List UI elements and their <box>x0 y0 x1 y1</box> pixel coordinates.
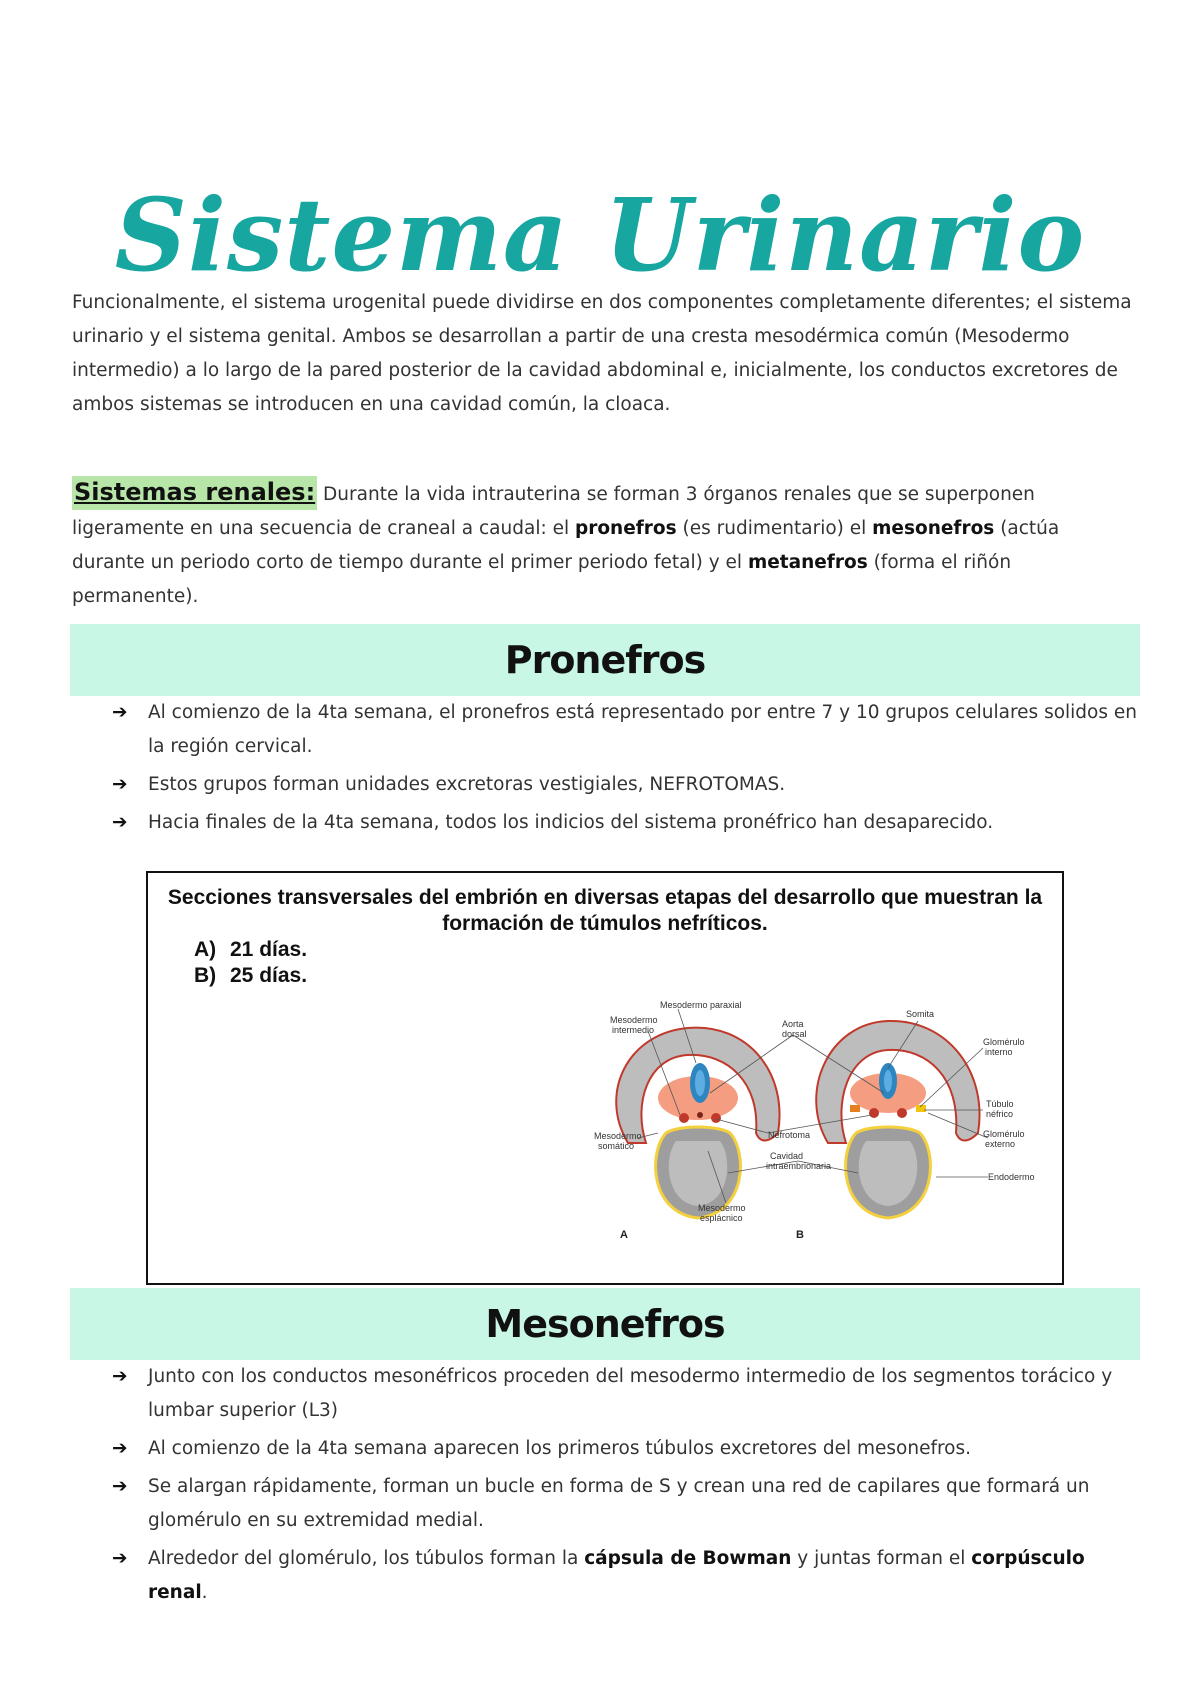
figure-box <box>146 871 1064 1285</box>
renal-systems-paragraph <box>72 475 1132 614</box>
renal-text-3: (actúa durante un periodo corto de tiempo durante el primer periodo fetal) y el <box>72 518 1060 573</box>
term-pronefros: pronefros <box>574 518 677 539</box>
legend-text: 21 días. <box>230 938 308 961</box>
label-glomerulo-externo-2: externo <box>985 1139 1016 1149</box>
list-item-text: Junto con los conductos mesonéfricos proceden del mesodermo intermedio de los segmentos torácico y lumbar superior (L3) <box>148 1366 1113 1421</box>
figure-title: Secciones transversales del embrión en diversas etapas del desarrollo que muestran la formación de túmulos nefríticos. <box>167 886 1043 935</box>
label-mesodermo-esplacnico-2: esplácnico <box>700 1213 743 1223</box>
label-cavidad-2: intraembrionaria <box>766 1161 832 1171</box>
list-item-text: Estos grupos forman unidades excretoras vestigiales, NEFROTOMAS. <box>148 774 786 795</box>
figure-legend-item <box>194 963 307 989</box>
renal-text-2: (es rudimentario) el <box>676 518 873 539</box>
list-item-text: y juntas forman el <box>791 1548 972 1569</box>
label-endodermo: Endodermo <box>988 1172 1035 1182</box>
pronefros-list <box>112 696 1142 844</box>
label-cavidad-1: Cavidad <box>770 1151 804 1161</box>
legend-key: B) <box>194 964 217 987</box>
label-aorta-1: Aorta <box>782 1019 804 1029</box>
arrow-icon: ➔ <box>112 1548 128 1569</box>
label-aorta-2: dorsal <box>782 1029 807 1039</box>
label-mesodermo-somatico-2: somático <box>598 1141 635 1151</box>
embryo-cross-section-diagram <box>588 993 1035 1263</box>
label-glomerulo-interno-1: Glomérulo <box>983 1037 1025 1047</box>
list-item-text: Al comienzo de la 4ta semana, el pronefros está representado por entre 7 y 10 grupos celulares solidos en la región cervical. <box>148 702 1137 757</box>
intro-paragraph: Funcionalmente, el sistema urogenital puede dividirse en dos componentes completamente diferentes; el sistema urinario y el sistema genital. Ambos se desarrollan a partir de una cresta mesodérmica común (Mesodermo intermedio) a lo largo de la pared posterior de la cavidad abdominal e, inicialmente, los conductos excretores de ambos sistemas se introducen en una cavidad común, la cloaca. <box>72 292 1132 415</box>
list-item <box>112 1432 1142 1466</box>
arrow-icon: ➔ <box>112 1438 128 1459</box>
figure-legend <box>194 937 307 989</box>
label-mesodermo-esplacnico-1: Mesodermo <box>698 1203 746 1213</box>
label-nefrotoma: Nefrotoma <box>768 1130 811 1140</box>
label-somita: Somita <box>906 1009 935 1019</box>
legend-key: A) <box>194 938 217 961</box>
mesonefros-section-band <box>70 1288 1140 1360</box>
pronefros-section-band <box>70 624 1140 696</box>
figure-legend-item <box>194 937 307 963</box>
pronefros-heading: Pronefros <box>504 638 706 682</box>
list-item <box>112 768 1142 802</box>
page-title: Sistema Urinario <box>114 176 1086 294</box>
arrow-icon: ➔ <box>112 1476 128 1497</box>
arrow-icon: ➔ <box>112 702 128 723</box>
embryo-section-b <box>816 1021 979 1218</box>
arrow-icon: ➔ <box>112 812 128 833</box>
term-capsula-bowman: cápsula de Bowman <box>584 1548 792 1569</box>
embryo-section-a <box>616 1028 779 1218</box>
arrow-icon: ➔ <box>112 774 128 795</box>
list-item <box>112 1470 1142 1538</box>
panel-label-b: B <box>796 1229 804 1241</box>
label-glomerulo-interno-2: interno <box>985 1047 1013 1057</box>
label-tubulo-2: néfrico <box>986 1109 1014 1119</box>
list-item <box>112 1542 1142 1610</box>
list-item-text: Alrededor del glomérulo, los túbulos forman la <box>148 1548 585 1569</box>
list-item-text: Al comienzo de la 4ta semana aparecen los primeros túbulos excretores del mesonefros. <box>148 1438 972 1459</box>
list-item <box>112 806 1142 840</box>
term-mesonefros: mesonefros <box>872 518 995 539</box>
panel-label-a: A <box>620 1229 628 1241</box>
list-item <box>112 696 1142 764</box>
label-tubulo-1: Túbulo <box>986 1099 1014 1109</box>
renal-systems-heading: Sistemas renales: <box>72 476 317 510</box>
label-glomerulo-externo-1: Glomérulo <box>983 1129 1025 1139</box>
list-item-text: . <box>201 1582 208 1603</box>
label-mesodermo-somatico-1: Mesodermo <box>594 1131 642 1141</box>
arrow-icon: ➔ <box>112 1366 128 1387</box>
label-mesodermo-intermedio-1: Mesodermo <box>610 1015 658 1025</box>
list-item-text: Se alargan rápidamente, forman un bucle en forma de S y crean una red de capilares que formará un glomérulo en su extremidad medial. <box>148 1476 1090 1531</box>
label-mesodermo-intermedio-2: intermedio <box>612 1025 655 1035</box>
renal-text-1: Durante la vida intrauterina se forman 3 órganos renales que se superponen ligeramente en una secuencia de craneal a caudal: el <box>72 484 1035 539</box>
legend-text: 25 días. <box>230 964 308 987</box>
renal-text-4: (forma el riñón permanente). <box>72 552 1012 607</box>
term-corpusculo-renal: corpúsculo renal <box>148 1548 1085 1603</box>
list-item <box>112 1360 1142 1428</box>
term-metanefros: metanefros <box>747 552 868 573</box>
list-item-text: Hacia finales de la 4ta semana, todos los indicios del sistema pronéfrico han desaparecido. <box>148 812 994 833</box>
mesonefros-heading: Mesonefros <box>485 1302 725 1346</box>
label-mesodermo-paraxial: Mesodermo paraxial <box>660 1000 742 1010</box>
mesonefros-list <box>112 1360 1142 1614</box>
